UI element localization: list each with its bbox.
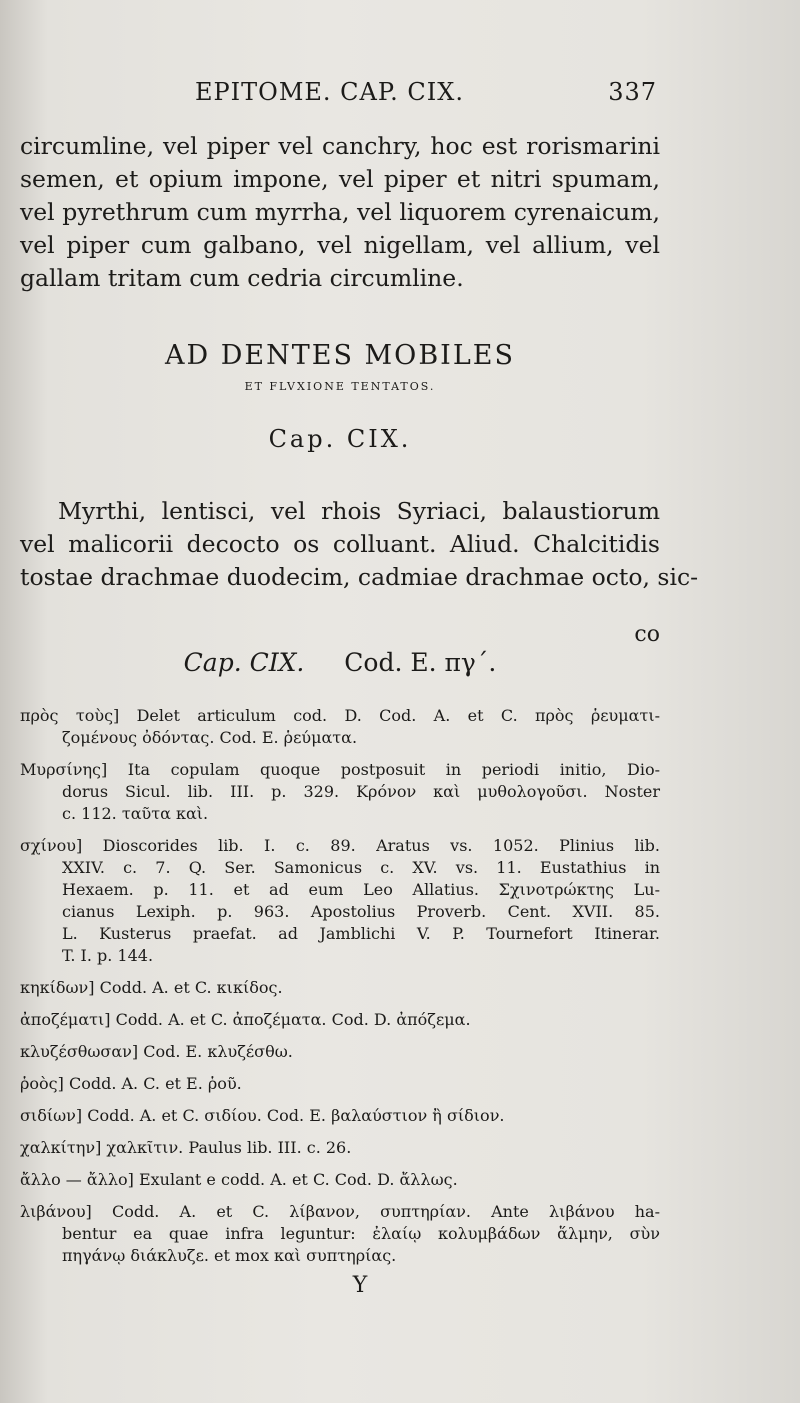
note	[20, 977, 660, 999]
note-line: ζομένους ὀδόντας. Cod. E. ῥεύματα.	[62, 728, 358, 747]
paragraph-main	[20, 495, 699, 594]
note-line: κηκίδων] Codd. A. et C. κικίδος.	[20, 978, 283, 997]
note-line: πηγάνῳ διάκλυζε. et mox καὶ συπτηρίας.	[62, 1246, 397, 1265]
text-line: vel pyrethrum cum myrrha, vel liquorem cyrenaicum,	[20, 198, 660, 226]
note-line: ῥοὸς] Codd. A. C. et E. ῥοῦ.	[20, 1074, 242, 1093]
note	[20, 1169, 660, 1191]
note	[20, 1041, 660, 1063]
note	[20, 1105, 660, 1127]
note-line: κλυζέσθωσαν] Cod. E. κλυζέσθω.	[20, 1042, 293, 1061]
text-line: vel malicorii decocto os colluant. Aliud. Chalcitidis	[20, 530, 660, 558]
note-line: πρὸς τοὺς] Delet articulum cod. D. Cod. A. et C. πρὸς ῥευματι-	[20, 706, 660, 725]
note-line: ἄλλο — ἄλλο] Exulant e codd. A. et C. Cod. D. ἄλλως.	[20, 1170, 458, 1189]
note	[20, 1201, 660, 1267]
note-line: ἀποζέματι] Codd. A. et C. ἀποζέματα. Cod. D. ἀπόζεμα.	[20, 1010, 471, 1029]
notes-heading	[0, 648, 680, 677]
note-line: σχίνου] Dioscorides lib. I. c. 89. Aratus vs. 1052. Plinius lib.	[20, 836, 660, 855]
note	[20, 1137, 660, 1159]
note-line: T. I. p. 144.	[62, 946, 154, 965]
text-line: gallam tritam cum cedria circumline.	[20, 264, 464, 292]
text-line: tostae drachmae duodecim, cadmiae drachmae octo, sic-	[20, 563, 699, 591]
running-head	[195, 78, 665, 106]
note-line: Hexaem. p. 11. et ad eum Leo Allatius. Σχινοτρώκτης Lu-	[62, 880, 660, 899]
catchword: co	[634, 622, 660, 647]
note	[20, 1073, 660, 1095]
note-line: c. 112. ταῦτα καὶ.	[62, 804, 209, 823]
notes-heading-cap: Cap. CIX.	[183, 648, 305, 677]
note	[20, 1009, 660, 1031]
signature-mark: Y	[352, 1273, 368, 1298]
text-line: vel piper cum galbano, vel nigellam, vel allium, vel	[20, 231, 660, 259]
note-line: L. Kusterus praefat. ad Jamblichi V. P. Tournefort Itinerar.	[62, 924, 660, 943]
note-line: Μυρσίνης] Ita copulam quoque postposuit in periodi initio, Dio-	[20, 760, 660, 779]
notes-heading-cod: Cod. E. πγ΄.	[344, 648, 497, 677]
section-subheading: ET FLVXIONE TENTATOS.	[244, 380, 436, 393]
chapter-heading: Cap. CIX.	[268, 425, 412, 453]
note-line: XXIV. c. 7. Q. Ser. Samonicus c. XV. vs. 11. Eustathius in	[62, 858, 660, 877]
running-head-title: EPITOME. CAP. CIX.	[195, 78, 464, 106]
critical-notes	[20, 705, 660, 1277]
note-line: χαλκίτην] χαλκῖτιν. Paulus lib. III. c. 26.	[20, 1138, 352, 1157]
page-number: 337	[608, 78, 657, 106]
note	[20, 705, 660, 749]
note	[20, 835, 660, 967]
note-line: bentur ea quae infra leguntur: ἐλαίῳ κολυμβάδων ἅλμην, σὺν	[62, 1224, 660, 1243]
note-line: σιδίων] Codd. A. et C. σιδίου. Cod. E. βαλαύστιον ἢ σίδιον.	[20, 1106, 505, 1125]
note-line: cianus Lexiph. p. 963. Apostolius Proverb. Cent. XVII. 85.	[62, 902, 660, 921]
text-line: Myrthi, lentisci, vel rhois Syriaci, balaustiorum	[58, 497, 660, 525]
paragraph-top	[20, 130, 660, 295]
note	[20, 759, 660, 825]
text-line: semen, et opium impone, vel piper et nitri spumam,	[20, 165, 660, 193]
note-line: dorus Sicul. lib. III. p. 329. Κρόνον καὶ μυθολογοῦσι. Noster	[62, 782, 660, 801]
note-line: λιβάνου] Codd. A. et C. λίβανον, συπτηρίαν. Ante λιβάνου ha-	[20, 1202, 660, 1221]
section-heading: AD DENTES MOBILES	[165, 340, 515, 371]
text-line: circumline, vel piper vel canchry, hoc est rorismarini	[20, 132, 660, 160]
